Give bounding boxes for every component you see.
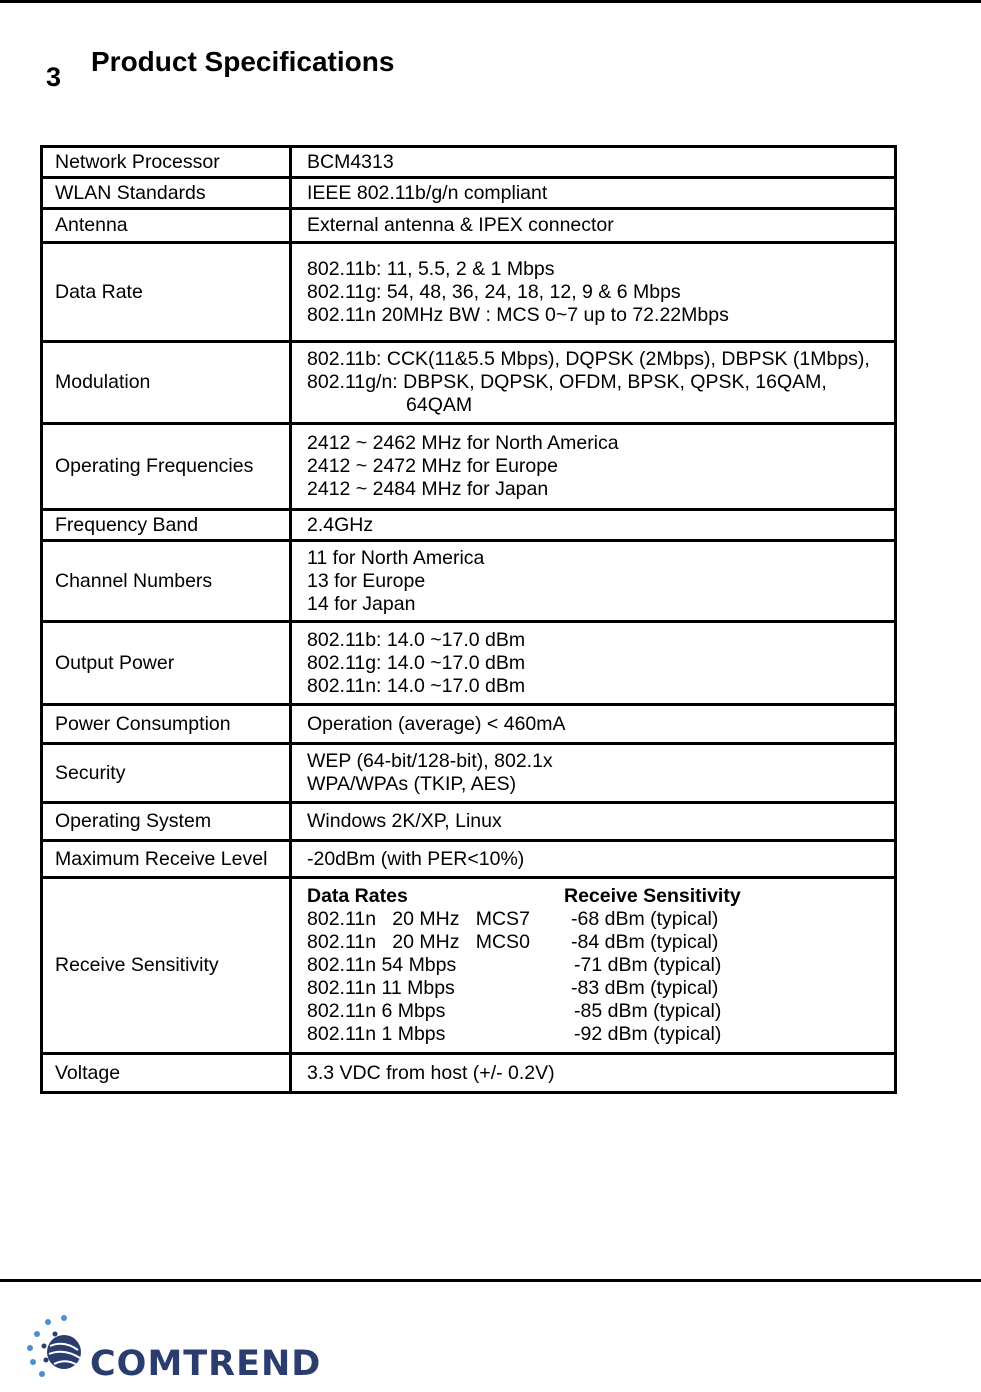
spec-label: Voltage	[42, 1054, 291, 1093]
spec-label: Receive Sensitivity	[42, 878, 291, 1054]
comtrend-logo	[20, 1310, 340, 1390]
spec-value	[291, 209, 896, 243]
rs-rate: 802.11n 20 MHz MCS7	[307, 908, 530, 930]
rs-rate: 802.11n 6 Mbps	[307, 1000, 446, 1022]
spec-line: IEEE 802.11b/g/n compliant	[307, 181, 548, 204]
spec-line: Windows 2K/XP, Linux	[307, 810, 502, 832]
spec-line: 14 for Japan	[307, 592, 416, 615]
spec-line: 13 for Europe	[307, 569, 426, 592]
spec-row	[42, 424, 896, 510]
spec-label: Antenna	[42, 209, 291, 243]
rs-sensitivity: -84 dBm (typical)	[571, 931, 719, 953]
spec-row	[42, 243, 896, 342]
spec-value	[291, 424, 896, 510]
rs-sensitivity: -92 dBm (typical)	[574, 1023, 722, 1045]
section-number: 3	[46, 62, 62, 92]
spec-line: 802.11n: 14.0 ~17.0 dBm	[307, 674, 526, 697]
spec-value	[291, 178, 896, 209]
spec-line: 2412 ~ 2484 MHz for Japan	[307, 478, 549, 500]
rs-sensitivity: -71 dBm (typical)	[574, 954, 722, 976]
spec-label: Modulation	[42, 342, 291, 424]
spec-line: 802.11b: 11, 5.5, 2 & 1 Mbps	[307, 257, 555, 280]
spec-line: -20dBm (with PER<10%)	[307, 847, 525, 870]
spec-label: Frequency Band	[42, 510, 291, 541]
spec-line: 802.11n 20MHz BW : MCS 0~7 up to 72.22Mbps	[307, 303, 729, 326]
spec-row	[42, 1054, 896, 1093]
spec-line: 802.11g: 54, 48, 36, 24, 18, 12, 9 & 6 Mbps	[307, 280, 681, 303]
spec-label: Maximum Receive Level	[42, 841, 291, 878]
spec-line: 11 for North America	[307, 546, 485, 569]
spec-label: Data Rate	[42, 243, 291, 342]
spec-line: Operation (average) < 460mA	[307, 712, 566, 735]
spec-label: Operating Frequencies	[42, 424, 291, 510]
rs-rate: 802.11n 54 Mbps	[307, 954, 457, 976]
spec-label: Output Power	[42, 622, 291, 705]
rs-rate: 802.11n 1 Mbps	[307, 1023, 446, 1045]
spec-value	[291, 841, 896, 878]
spec-line: 64QAM	[406, 394, 473, 416]
spec-value	[291, 705, 896, 744]
spec-value	[291, 541, 896, 622]
spec-row	[42, 541, 896, 622]
spec-label: Security	[42, 744, 291, 803]
spec-line: WPA/WPAs (TKIP, AES)	[307, 773, 517, 795]
spec-row	[42, 803, 896, 841]
rs-rate: 802.11n 20 MHz MCS0	[307, 931, 530, 953]
spec-row	[42, 147, 896, 178]
comtrend-globe-icon	[20, 1310, 90, 1388]
spec-line: WEP (64-bit/128-bit), 802.1x	[307, 750, 553, 772]
spec-row	[42, 209, 896, 243]
rs-sensitivity: -83 dBm (typical)	[571, 977, 719, 999]
spec-value	[291, 744, 896, 803]
spec-line: 2.4GHz	[307, 513, 374, 536]
spec-row	[42, 705, 896, 744]
spec-value	[291, 342, 896, 424]
spec-line: 2412 ~ 2472 MHz for Europe	[307, 455, 558, 477]
rs-sensitivity: -85 dBm (typical)	[574, 1000, 722, 1022]
spec-line: External antenna & IPEX connector	[307, 214, 614, 236]
spec-row	[42, 178, 896, 209]
rs-header-sensitivity: Receive Sensitivity	[564, 885, 741, 907]
section-title: Product Specifications	[91, 46, 395, 77]
spec-table	[40, 145, 897, 1094]
spec-line: 3.3 VDC from host (+/- 0.2V)	[307, 1061, 555, 1084]
spec-row	[42, 510, 896, 541]
spec-label: Network Processor	[42, 147, 291, 178]
spec-row	[42, 744, 896, 803]
spec-value	[291, 803, 896, 841]
rs-header-rates: Data Rates	[307, 885, 408, 907]
rs-sensitivity: -68 dBm (typical)	[571, 908, 719, 930]
spec-label: Operating System	[42, 803, 291, 841]
spec-value	[291, 1054, 896, 1093]
top-rule	[0, 0, 981, 3]
footer-rule	[0, 1279, 981, 1282]
spec-value	[291, 243, 896, 342]
receive-sensitivity-grid	[307, 885, 882, 1046]
spec-label: WLAN Standards	[42, 178, 291, 209]
spec-value-receive-sensitivity	[291, 878, 896, 1054]
spec-line: BCM4313	[307, 150, 394, 173]
spec-label: Power Consumption	[42, 705, 291, 744]
spec-line: 802.11b: CCK(11&5.5 Mbps), DQPSK (2Mbps), DBPSK (1Mbps),	[307, 348, 870, 370]
spec-value	[291, 510, 896, 541]
spec-line: 802.11g/n: DBPSK, DQPSK, OFDM, BPSK, QPSK, 16QAM,	[307, 371, 827, 393]
brand-name: COMTREND	[90, 1344, 322, 1384]
spec-value	[291, 147, 896, 178]
spec-line: 802.11b: 14.0 ~17.0 dBm	[307, 628, 526, 651]
spec-row	[42, 841, 896, 878]
spec-line: 802.11g: 14.0 ~17.0 dBm	[307, 651, 526, 674]
spec-value	[291, 622, 896, 705]
spec-label: Channel Numbers	[42, 541, 291, 622]
spec-row	[42, 622, 896, 705]
rs-rate: 802.11n 11 Mbps	[307, 977, 455, 999]
spec-row	[42, 342, 896, 424]
spec-row	[42, 878, 896, 1054]
spec-line: 2412 ~ 2462 MHz for North America	[307, 432, 619, 454]
